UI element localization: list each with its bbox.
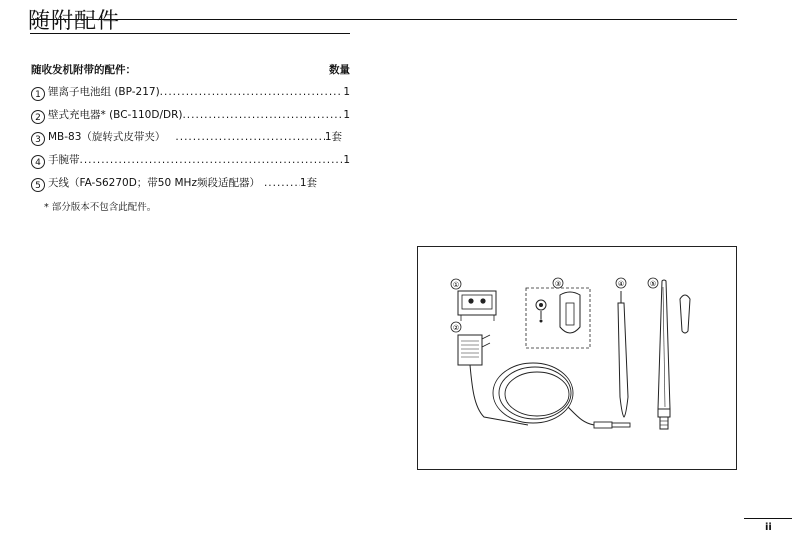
section-divider — [30, 33, 350, 34]
wrist-strap-icon — [618, 291, 628, 417]
label-4 — [616, 278, 626, 288]
antenna-adapter-icon — [680, 295, 690, 333]
list-item — [31, 84, 350, 99]
item-quantity: 1 — [343, 154, 350, 166]
leader-dots — [182, 109, 343, 121]
footnote: * 部分版本不包含此配件。 — [44, 202, 157, 213]
svg-text:③: ③ — [554, 280, 562, 288]
svg-text:①: ① — [452, 281, 460, 289]
label-1 — [451, 279, 461, 289]
leader-dots — [175, 131, 324, 143]
list-item — [31, 107, 350, 122]
page-title: 随附配件 — [28, 9, 121, 34]
accessories-figure — [417, 246, 737, 470]
item-name: 手腕带 — [48, 154, 80, 166]
item-number: 3 — [31, 132, 45, 146]
accessories-illustration — [418, 247, 736, 469]
item-number: 2 — [31, 110, 45, 124]
quantity-header-label: 数量 — [329, 64, 350, 76]
svg-text:②: ② — [452, 324, 460, 332]
item-number: 1 — [31, 87, 45, 101]
footer-rule — [744, 518, 792, 519]
label-2 — [451, 322, 461, 332]
title-rule — [30, 19, 737, 20]
label-3 — [553, 278, 563, 288]
item-name: 锂离子电池组 (BP-217) — [48, 86, 160, 98]
item-name: 壁式充电器* (BC-110D/DR) — [48, 109, 183, 121]
svg-text:④: ④ — [617, 280, 625, 288]
label-5 — [648, 278, 658, 288]
accessories-header — [31, 62, 350, 77]
leader-dots — [264, 177, 300, 189]
list-item — [31, 129, 342, 144]
belt-clip-icon — [526, 288, 590, 348]
svg-text:⑤: ⑤ — [649, 280, 657, 288]
item-quantity: 1 — [343, 86, 350, 98]
item-name: MB-83（旋转式皮带夹） — [48, 131, 166, 143]
item-quantity: 1套 — [324, 131, 342, 143]
list-item — [31, 175, 317, 190]
antenna-icon — [658, 280, 670, 429]
leader-dots — [80, 154, 344, 166]
page-number: ii — [765, 522, 772, 533]
wall-charger-icon — [458, 335, 630, 428]
item-quantity: 1 — [343, 109, 350, 121]
leader-dots — [160, 86, 344, 98]
battery-pack-icon — [458, 291, 496, 321]
accessories-header-label: 随收发机附带的配件： — [31, 64, 136, 76]
item-quantity: 1套 — [299, 177, 317, 189]
item-number: 4 — [31, 155, 45, 169]
item-number: 5 — [31, 178, 45, 192]
item-name: 天线（FA-S6270D；带50 MHz频段适配器） — [48, 177, 260, 189]
list-item — [31, 152, 350, 167]
